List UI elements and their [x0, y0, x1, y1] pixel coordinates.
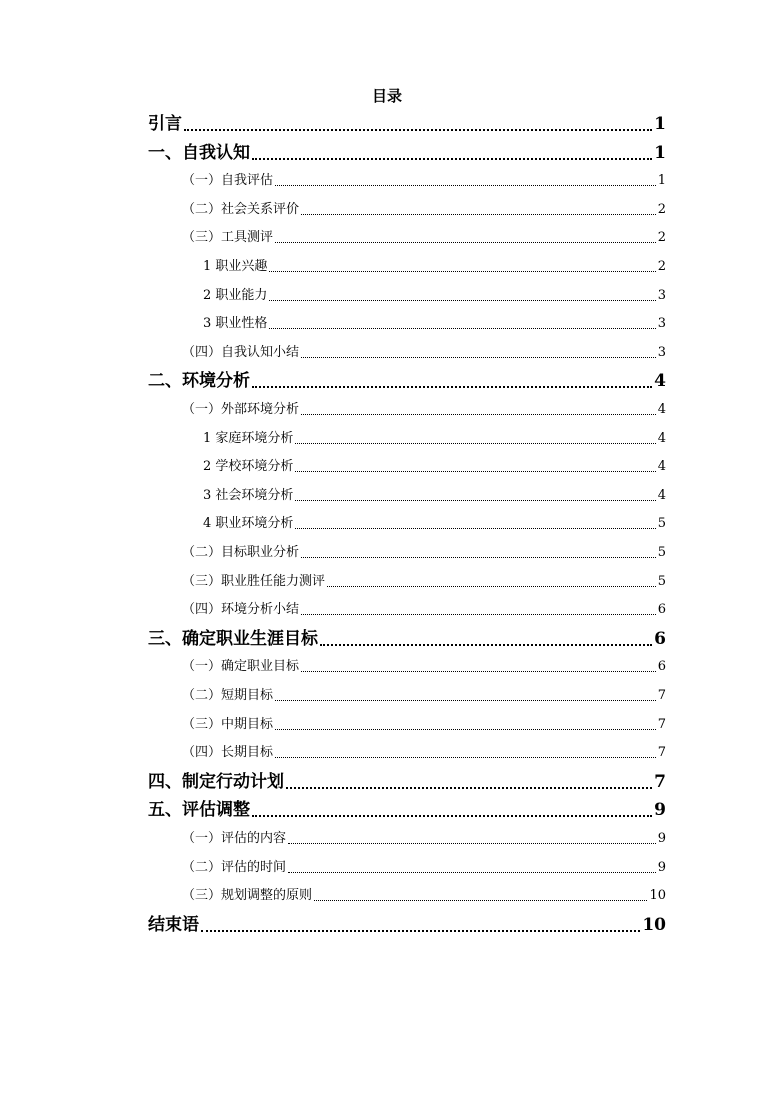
toc-entry-label: （一）自我评估 — [182, 173, 274, 189]
toc-page-number: 5 — [657, 516, 666, 532]
toc-leader-dots — [288, 871, 656, 873]
toc-chapter-entry[interactable] — [148, 369, 666, 393]
toc-leader-dots — [201, 929, 640, 932]
toc-page-number: 9 — [654, 800, 666, 821]
toc-page-number: 3 — [657, 287, 666, 303]
toc-section-entry[interactable] — [182, 658, 666, 676]
toc-page-number: 9 — [657, 859, 666, 875]
toc-entry-label: 1 职业兴趣 — [203, 259, 268, 274]
toc-entry-label: （三）规划调整的原则 — [182, 888, 313, 904]
toc-section-entry[interactable] — [203, 515, 666, 533]
toc-chapter-entry[interactable] — [148, 112, 666, 136]
toc-leader-dots — [275, 756, 656, 758]
toc-entry-label: 二、环境分析 — [148, 371, 250, 392]
toc-leader-dots — [301, 556, 656, 558]
toc-entry-label: （三）中期目标 — [182, 716, 274, 732]
toc-page-number: 4 — [657, 402, 666, 417]
toc-leader-dots — [269, 327, 655, 329]
toc-section-entry[interactable] — [182, 716, 666, 734]
toc-title: 目录 — [371, 87, 402, 105]
toc-section-entry[interactable] — [182, 830, 666, 848]
toc-page-number: 4 — [657, 430, 666, 446]
toc-section-entry[interactable] — [182, 544, 666, 562]
toc-leader-dots — [301, 670, 656, 672]
toc-leader-dots — [275, 699, 656, 701]
toc-chapter-entry[interactable] — [148, 913, 666, 937]
toc-entry-label: （二）目标职业分析 — [182, 545, 300, 560]
toc-entry-label: 一、自我认知 — [148, 142, 250, 163]
toc-leader-dots — [184, 128, 652, 131]
toc-section-entry[interactable] — [203, 487, 666, 505]
toc-leader-dots — [295, 470, 655, 472]
toc-leader-dots — [275, 184, 656, 186]
toc-entry-label: 3 社会环境分析 — [203, 487, 294, 503]
toc-chapter-entry[interactable] — [148, 627, 666, 651]
toc-entry-label: （三）职业胜任能力测评 — [182, 573, 326, 589]
toc-entry-label: （一）确定职业目标 — [182, 659, 300, 675]
toc-chapter-entry[interactable] — [148, 798, 666, 822]
toc-section-entry[interactable] — [203, 287, 666, 305]
toc-page-number: 3 — [657, 344, 666, 360]
toc-leader-dots — [301, 613, 656, 615]
toc-leader-dots — [252, 385, 652, 388]
toc-section-entry[interactable] — [182, 229, 666, 247]
toc-entry-label: （四）长期目标 — [182, 745, 274, 761]
toc-section-entry[interactable] — [203, 315, 666, 333]
toc-leader-dots — [252, 814, 652, 817]
toc-page-number: 7 — [657, 716, 666, 732]
toc-entry-label: （四）自我认知小结 — [182, 344, 300, 360]
toc-page-number: 1 — [657, 173, 666, 189]
toc-page-number: 1 — [654, 114, 666, 134]
toc-entry-label: （四）环境分析小结 — [182, 602, 300, 618]
toc-leader-dots — [295, 499, 655, 501]
toc-page-number: 3 — [657, 316, 666, 332]
toc-page-number: 6 — [657, 602, 666, 618]
toc-entry-label: 2 职业能力 — [203, 287, 268, 303]
toc-section-entry[interactable] — [203, 258, 666, 276]
toc-page-number: 9 — [657, 831, 666, 846]
toc-leader-dots — [275, 241, 656, 243]
toc-leader-dots — [269, 299, 655, 301]
toc-leader-dots — [288, 842, 656, 844]
toc-page-number: 2 — [657, 230, 666, 246]
toc-leader-dots — [269, 270, 655, 272]
toc-entry-label: （一）外部环境分析 — [182, 402, 300, 417]
toc-chapter-entry[interactable] — [148, 770, 666, 794]
toc-section-entry[interactable] — [203, 458, 666, 476]
toc-leader-dots — [301, 356, 656, 358]
toc-entry-label: （二）社会关系评价 — [182, 201, 300, 217]
toc-leader-dots — [252, 157, 652, 160]
toc-page-number: 4 — [657, 459, 666, 475]
toc-section-entry[interactable] — [182, 344, 666, 362]
toc-entry-label: 三、确定职业生涯目标 — [148, 628, 318, 649]
toc-leader-dots — [275, 728, 656, 730]
toc-section-entry[interactable] — [182, 201, 666, 219]
toc-page-number: 7 — [654, 771, 666, 792]
toc-section-entry[interactable] — [203, 430, 666, 448]
toc-leader-dots — [301, 413, 656, 415]
toc-leader-dots — [295, 442, 655, 444]
toc-page-number: 4 — [657, 487, 666, 503]
toc-section-entry[interactable] — [182, 172, 666, 190]
toc-entry-label: 3 职业性格 — [203, 316, 268, 332]
toc-page-number: 7 — [657, 688, 666, 703]
toc-entry-label: （二）评估的时间 — [182, 859, 287, 875]
toc-entry-label: 4 职业环境分析 — [203, 516, 294, 532]
toc-leader-dots — [286, 786, 652, 789]
toc-page-number: 6 — [657, 659, 666, 675]
toc-entry-label: （二）短期目标 — [182, 688, 274, 703]
toc-entry-label: （一）评估的内容 — [182, 831, 287, 846]
toc-section-entry[interactable] — [182, 887, 666, 905]
toc-section-entry[interactable] — [182, 744, 666, 762]
toc-entry-label: 结束语 — [148, 914, 199, 935]
toc-section-entry[interactable] — [182, 401, 666, 419]
toc-page-number: 7 — [657, 745, 666, 761]
toc-entry-label: 1 家庭环境分析 — [203, 430, 294, 446]
toc-page-number: 2 — [657, 259, 666, 274]
toc-entry-label: 五、评估调整 — [148, 800, 250, 821]
toc-entry-label: 四、制定行动计划 — [148, 771, 284, 792]
toc-entry-label: （三）工具测评 — [182, 230, 274, 246]
toc-page-number: 6 — [654, 628, 666, 649]
toc-leader-dots — [327, 585, 656, 587]
toc-page-number: 10 — [649, 888, 666, 904]
toc-page-number: 10 — [642, 914, 666, 935]
toc-chapter-entry[interactable] — [148, 141, 666, 165]
toc-page-number: 5 — [657, 545, 666, 560]
toc-entry-label: 引言 — [148, 114, 182, 134]
toc-page-number: 2 — [657, 201, 666, 217]
toc-leader-dots — [320, 643, 652, 646]
toc-page-number: 1 — [654, 142, 666, 163]
toc-section-entry[interactable] — [182, 601, 666, 619]
toc-page-number: 5 — [657, 573, 666, 589]
toc-page-number: 4 — [654, 371, 666, 392]
toc-leader-dots — [295, 527, 655, 529]
toc-section-entry[interactable] — [182, 573, 666, 591]
toc-leader-dots — [301, 213, 656, 215]
toc-section-entry[interactable] — [182, 859, 666, 877]
toc-section-entry[interactable] — [182, 687, 666, 705]
toc-leader-dots — [314, 899, 647, 901]
toc-entry-label: 2 学校环境分析 — [203, 459, 294, 475]
